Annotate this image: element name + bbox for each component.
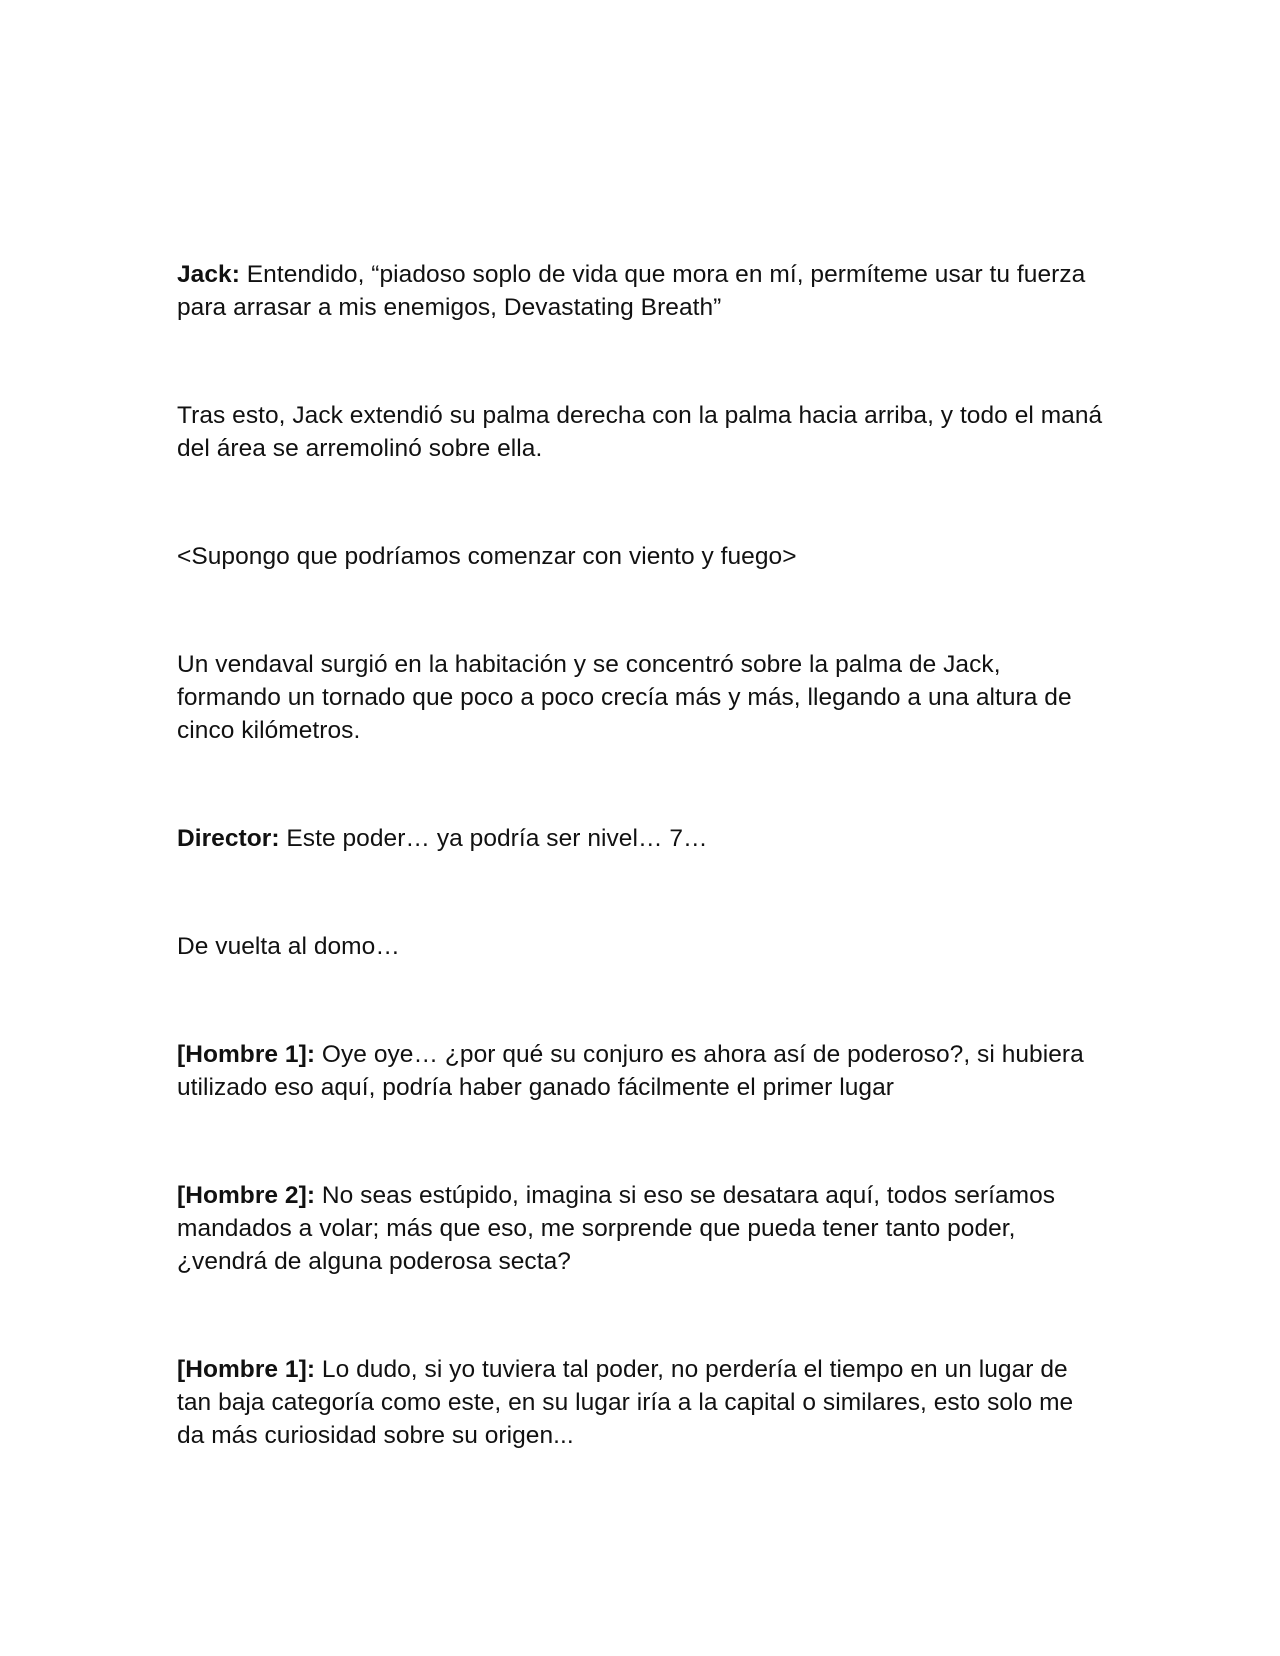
dialogue-paragraph-hombre-1 [177,1353,1107,1452]
paragraph-text: Este poder… ya podría ser nivel… 7… [279,825,708,852]
paragraph-text: Tras esto, Jack extendió su palma derecha con la palma hacia arriba, y todo el maná del área se arremolinó sobre ella. [177,402,1103,462]
speaker-label: [Hombre 1]: [177,1041,316,1068]
narration-paragraph [177,648,1107,747]
narration-paragraph [177,930,1107,963]
narration-paragraph [177,399,1107,465]
speaker-label: [Hombre 2]: [177,1182,316,1209]
paragraph-text: De vuelta al domo… [177,933,400,960]
thought-paragraph [177,540,1107,573]
paragraph-text: <Supongo que podríamos comenzar con viento y fuego> [177,543,797,570]
dialogue-paragraph-jack [177,258,1107,324]
speaker-label: Jack: [177,261,240,288]
speaker-label: Director: [177,825,280,852]
paragraph-text: Lo dudo, si yo tuviera tal poder, no perdería el tiempo en un lugar de tan baja categoría como este, en su lugar iría a la capital o similares, esto solo me da más curiosidad sobre su origen... [177,1356,1074,1449]
dialogue-paragraph-hombre-1 [177,1038,1107,1104]
paragraph-text: Entendido, “piadoso soplo de vida que mora en mí, permíteme usar tu fuerza para arrasar a mis enemigos, Devastating Breath” [177,261,1086,321]
dialogue-paragraph-director [177,822,1107,855]
paragraph-text: Un vendaval surgió en la habitación y se concentró sobre la palma de Jack, formando un tornado que poco a poco crecía más y más, llegando a una altura de cinco kilómetros. [177,651,1072,744]
speaker-label: [Hombre 1]: [177,1356,316,1383]
paragraph-text: Oye oye… ¿por qué su conjuro es ahora así de poderoso?, si hubiera utilizado eso aquí, podría haber ganado fácilmente el primer lugar [177,1041,1084,1101]
paragraph-text: No seas estúpido, imagina si eso se desatara aquí, todos seríamos mandados a volar; más que eso, me sorprende que pueda tener tanto poder, ¿vendrá de alguna poderosa secta? [177,1182,1056,1275]
dialogue-paragraph-hombre-2 [177,1179,1107,1278]
